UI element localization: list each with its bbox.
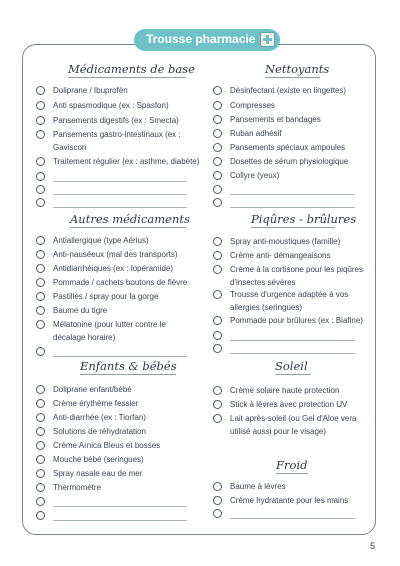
blank-line[interactable] xyxy=(53,194,187,195)
checkbox-circle[interactable] xyxy=(213,496,222,505)
checkbox-circle[interactable] xyxy=(36,116,45,125)
checkbox-circle[interactable] xyxy=(36,278,45,287)
checkbox-circle[interactable] xyxy=(213,171,222,180)
item-label: Lait après-soleil (ou Gel d'Aloe vera utilisé aussi pour le visage) xyxy=(230,414,357,436)
checkbox-circle[interactable] xyxy=(36,185,45,194)
item-label: Trousse d'urgence adaptée à vos allergies (seringues) xyxy=(230,290,349,312)
item-label: Thermomètre xyxy=(53,483,102,492)
item-label: Pommade / cachets boutons de fièvre xyxy=(53,278,188,287)
checkbox-circle[interactable] xyxy=(36,236,45,245)
checkbox-circle[interactable] xyxy=(213,101,222,110)
item-label: Dosettes de sérum physiologique xyxy=(230,157,349,166)
item-label: Ruban adhésif xyxy=(230,129,282,138)
heading-underline xyxy=(276,473,308,474)
item-label: Traitement régulier (ex : asthme, diabète) xyxy=(53,157,200,166)
item-label: Stick à lèvres avec protection UV xyxy=(230,400,348,409)
page-number: 5 xyxy=(370,541,376,551)
checkbox-circle[interactable] xyxy=(213,86,222,95)
checkbox-circle[interactable] xyxy=(36,172,45,181)
checkbox-circle[interactable] xyxy=(213,143,222,152)
heading-underline xyxy=(265,77,320,78)
item-label: Crème érythème fessier xyxy=(53,399,139,408)
checkbox-circle[interactable] xyxy=(36,157,45,166)
checkbox-circle[interactable] xyxy=(213,157,222,166)
item-label: Pansements et bandages xyxy=(230,115,321,124)
checkbox-circle[interactable] xyxy=(36,264,45,273)
heading-underline xyxy=(275,374,311,375)
item-label: Mouche bébé (seringues) xyxy=(53,455,144,464)
checkbox-circle[interactable] xyxy=(36,413,45,422)
item-label: Anti spasmodique (ex : Spasfon) xyxy=(53,101,169,110)
checkbox-circle[interactable] xyxy=(36,292,45,301)
item-label: Baume à lèvres xyxy=(230,482,286,491)
checkbox-circle[interactable] xyxy=(213,251,222,260)
checkbox-circle[interactable] xyxy=(36,511,45,520)
heading-underline xyxy=(68,77,186,78)
section-heading: Froid xyxy=(276,458,308,472)
item-label: Anti-diarrhée (ex : Tiorfan) xyxy=(53,413,146,422)
heading-underline xyxy=(251,227,335,228)
checkbox-circle[interactable] xyxy=(36,483,45,492)
item-label: Pansements spéciaux ampoules xyxy=(230,143,346,152)
blank-line[interactable] xyxy=(53,181,187,182)
checkbox-circle[interactable] xyxy=(36,130,45,139)
checkbox-circle[interactable] xyxy=(36,198,45,207)
checkbox-circle[interactable] xyxy=(36,306,45,315)
blank-line[interactable] xyxy=(230,207,355,208)
checkbox-circle[interactable] xyxy=(36,101,45,110)
checkbox-circle[interactable] xyxy=(36,250,45,259)
checkbox-circle[interactable] xyxy=(36,320,45,329)
checkbox-circle[interactable] xyxy=(213,198,222,207)
blank-line[interactable] xyxy=(53,520,187,521)
item-label: Anti-nauséeux (mal des transports) xyxy=(53,250,178,259)
checkbox-circle[interactable] xyxy=(213,265,222,274)
item-label: Désinfectant (existe en lingettes) xyxy=(230,86,347,95)
checkbox-circle[interactable] xyxy=(36,497,45,506)
item-label: Antiallergique (type Aérius) xyxy=(53,236,149,245)
first-aid-icon xyxy=(260,32,275,47)
item-label: Crème hydratante pour les mains xyxy=(230,496,349,505)
checkbox-circle[interactable] xyxy=(36,347,45,356)
checkbox-circle[interactable] xyxy=(213,185,222,194)
checkbox-circle[interactable] xyxy=(213,115,222,124)
section-heading: Nettoyants xyxy=(265,62,330,76)
item-label: Spray anti-moustiques (famille) xyxy=(230,237,341,246)
item-label: Crème Arnica Bleus et bosses xyxy=(53,441,161,450)
checkbox-circle[interactable] xyxy=(213,290,222,299)
checkbox-circle[interactable] xyxy=(36,469,45,478)
checkbox-circle[interactable] xyxy=(213,482,222,491)
checkbox-circle[interactable] xyxy=(213,331,222,340)
blank-line[interactable] xyxy=(230,194,355,195)
heading-underline xyxy=(70,227,186,228)
item-label: Baume du tigre xyxy=(53,306,108,315)
item-label: Compresses xyxy=(230,101,275,110)
item-label: Collyre (yeux) xyxy=(230,171,280,180)
checkbox-circle[interactable] xyxy=(36,385,45,394)
item-label: Doliprane enfant/bébé xyxy=(53,385,132,394)
checkbox-circle[interactable] xyxy=(213,400,222,409)
blank-line[interactable] xyxy=(230,518,355,519)
item-label: Pastilles / spray pour la gorge xyxy=(53,292,159,301)
title-banner xyxy=(134,29,280,51)
item-label: Spray nasale eau de mer xyxy=(53,469,143,478)
checkbox-circle[interactable] xyxy=(213,344,222,353)
item-label: Crème solaire haute protection xyxy=(230,386,340,395)
heading-underline xyxy=(80,374,176,375)
section-heading: Autres médicaments xyxy=(70,212,190,226)
blank-line[interactable] xyxy=(230,353,355,354)
checkbox-circle[interactable] xyxy=(213,129,222,138)
item-label: Solutions de réhydratation xyxy=(53,427,146,436)
checkbox-circle[interactable] xyxy=(213,509,222,518)
item-label: Pommade pour brûlures (ex : Biafine) xyxy=(230,316,363,325)
checkbox-circle[interactable] xyxy=(213,316,222,325)
item-label: Crème à la cortisone pour les piqûres d'insectes sévères xyxy=(230,265,363,287)
item-label: Pansements gastro-intestinaux (ex : Gaviscon xyxy=(53,130,181,152)
section-heading: Enfants & bébés xyxy=(80,359,177,373)
blank-line[interactable] xyxy=(53,356,187,357)
checkbox-circle[interactable] xyxy=(36,399,45,408)
checkbox-circle[interactable] xyxy=(213,237,222,246)
checkbox-circle[interactable] xyxy=(213,414,222,423)
item-label: Pansements digestifs (ex : Smecta) xyxy=(53,116,179,125)
page-title: Trousse pharmacie xyxy=(146,32,256,46)
checkbox-circle[interactable] xyxy=(36,427,45,436)
section-heading: Soleil xyxy=(275,359,308,373)
item-label: Mélatonine (pour lutter contre le décalage horaire) xyxy=(53,320,166,342)
blank-line[interactable] xyxy=(53,506,187,507)
section-heading: Médicaments de base xyxy=(68,62,195,76)
checkbox-circle[interactable] xyxy=(36,455,45,464)
blank-line[interactable] xyxy=(230,340,355,341)
item-label: Antidiarrhéiques (ex : lopéramide) xyxy=(53,264,174,273)
blank-line[interactable] xyxy=(53,207,187,208)
checkbox-circle[interactable] xyxy=(36,441,45,450)
checkbox-circle[interactable] xyxy=(213,386,222,395)
section-heading: Piqûres - brûlures xyxy=(251,212,357,226)
item-label: Crème anti- démangeaisons xyxy=(230,251,331,260)
checkbox-circle[interactable] xyxy=(36,86,45,95)
item-label: Doliprane / Ibuprofèn xyxy=(53,86,128,95)
